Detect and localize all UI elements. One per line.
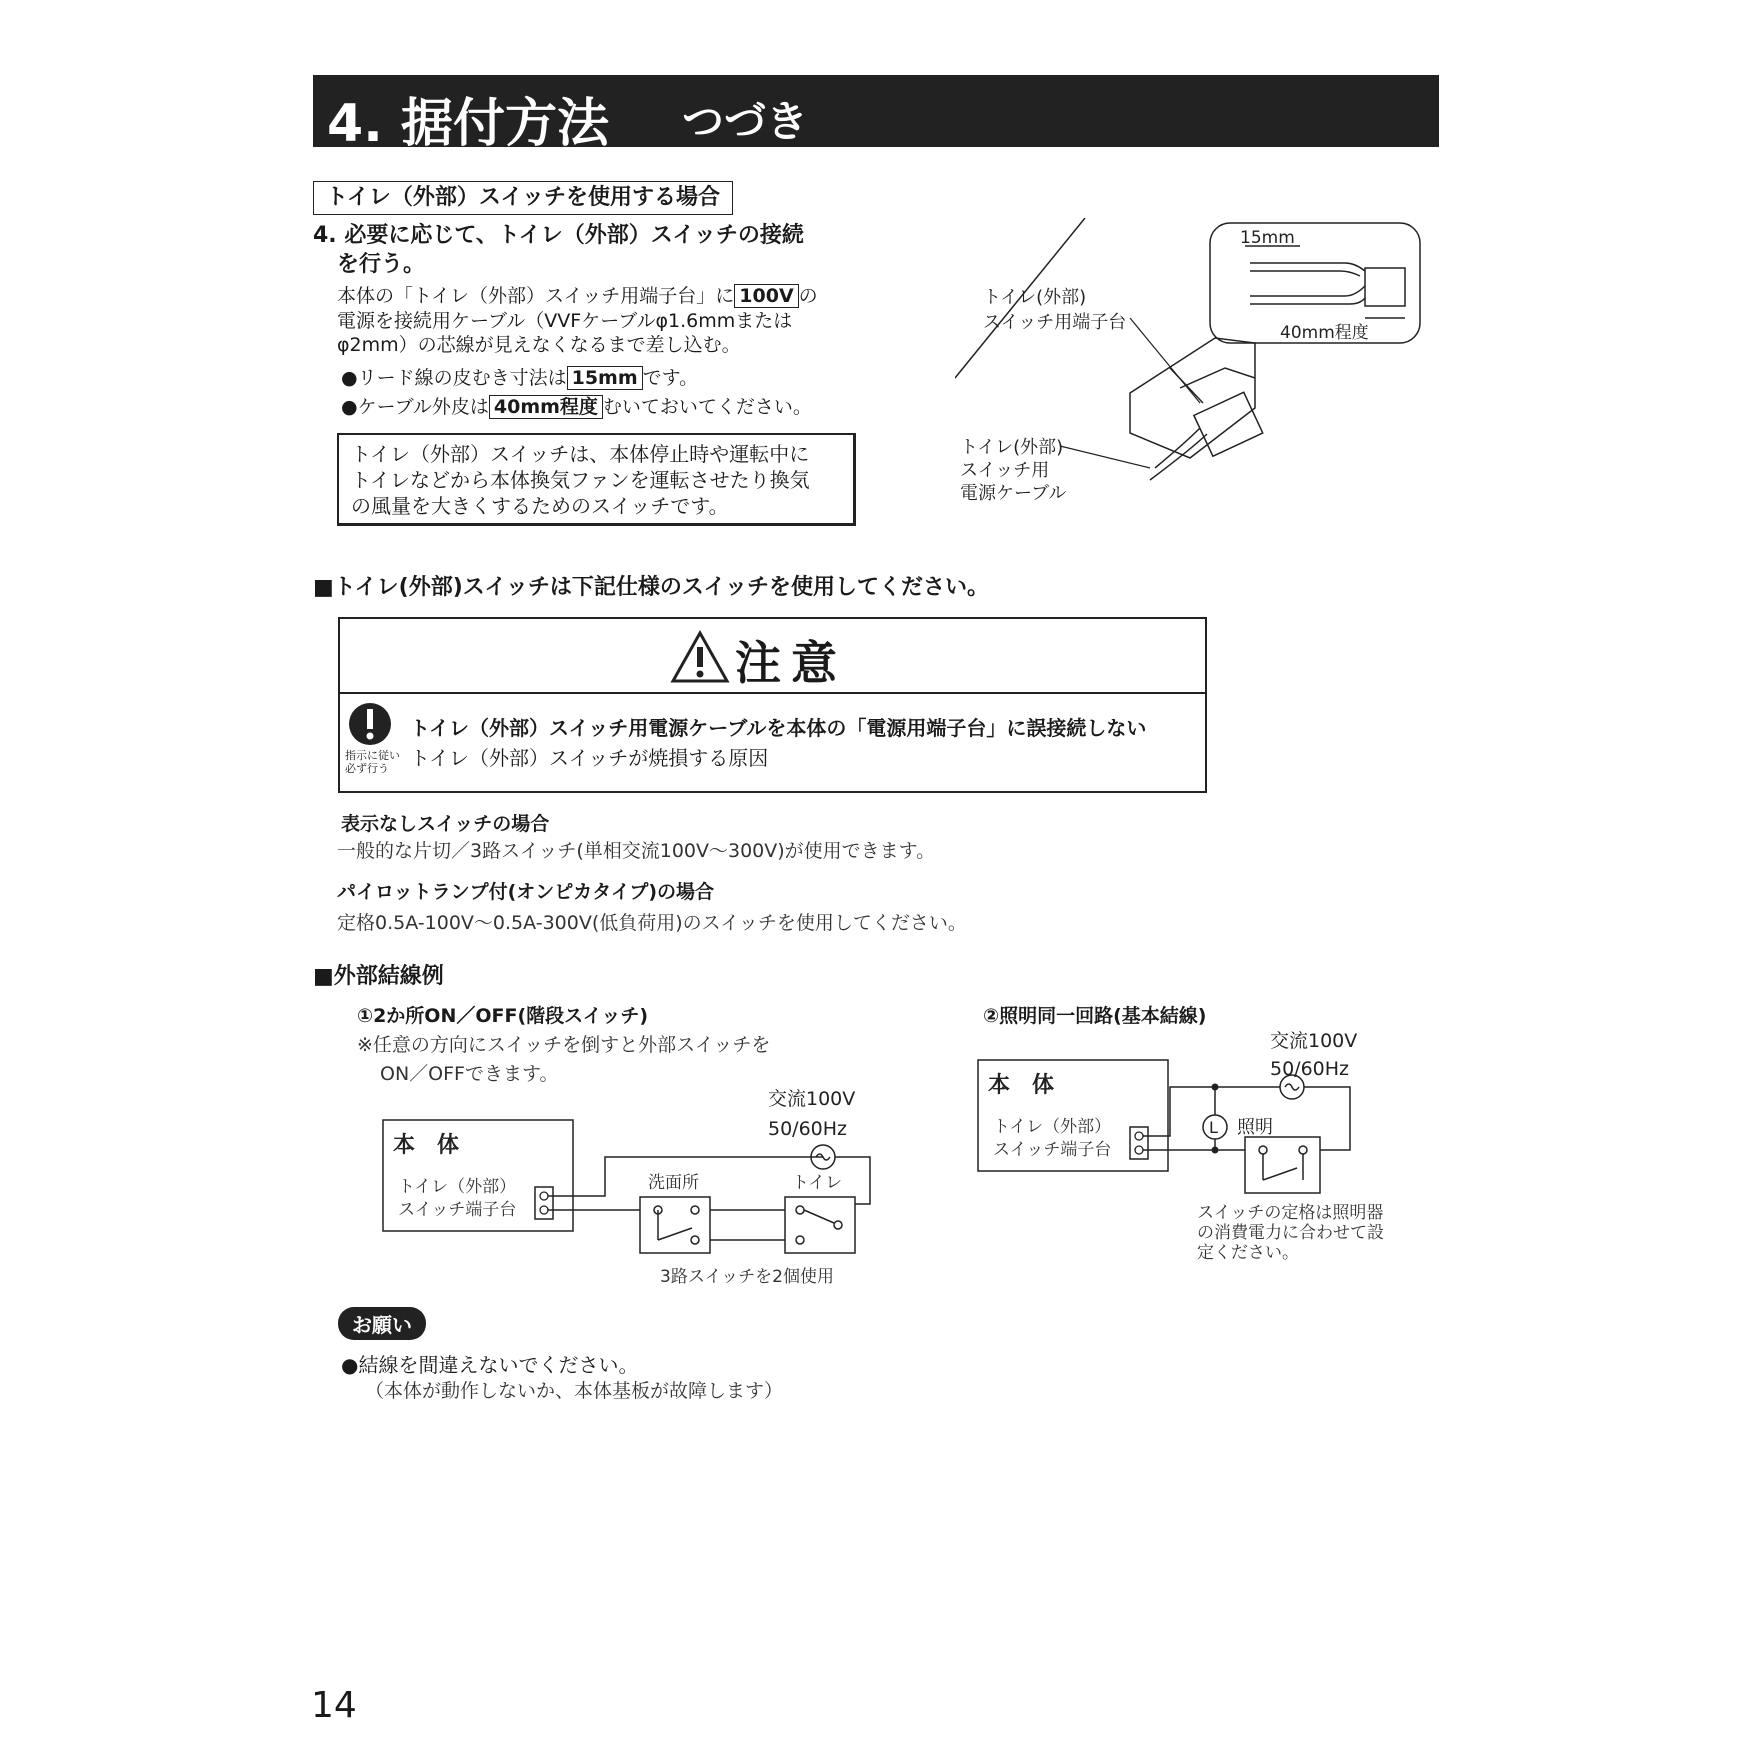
step-desc-3: φ2mm）の芯線が見えなくなるまで差し込む。 [337, 334, 741, 356]
diagram1-terminal-1: トイレ（外部） [398, 1177, 517, 1197]
caution-box [338, 617, 1207, 793]
dim-sheath-label: 40mm程度 [1280, 323, 1369, 343]
install-figure [955, 218, 1430, 518]
request-line-1: ●結線を間違えないでください。 [341, 1353, 639, 1377]
diagram2-lamp-label: 照明 [1237, 1117, 1273, 1138]
bullet-strip-length [341, 366, 698, 390]
diagram2-title: ②照明同一回路(基本結線) [983, 1005, 1207, 1027]
terminal-label-1: トイレ(外部) [983, 287, 1087, 308]
caution-sub: トイレ（外部）スイッチが焼損する原因 [410, 746, 769, 770]
bullet-sheath-length [341, 395, 812, 419]
step-desc-1a: 本体の「トイレ（外部）スイッチ用端子台」に [337, 285, 735, 307]
no-indicator-title: 表示なしスイッチの場合 [341, 813, 550, 835]
diagram1-switch-b-label: トイレ [792, 1173, 843, 1193]
diagram2-note-1: スイッチの定格は照明器 [1197, 1203, 1384, 1223]
bullet1-text-b: です。 [642, 367, 699, 389]
terminal-label-2: スイッチ用端子台 [983, 312, 1127, 333]
info-box [337, 433, 856, 526]
diagram1-switch-a-label: 洗面所 [648, 1173, 699, 1193]
bullet2-text-a: ●ケーブル外皮は [341, 396, 489, 418]
diagram1-note-2: ON／OFFできます。 [380, 1063, 559, 1085]
warning-triangle-icon [670, 629, 730, 684]
caution-main: トイレ（外部）スイッチ用電源ケーブルを本体の「電源用端子台」に誤接続しない [410, 716, 1147, 740]
subsection-title: トイレ（外部）スイッチを使用する場合 [313, 181, 733, 215]
diagram1-switch-b[interactable] [785, 1197, 855, 1253]
section-title: 4. 据付方法 [327, 94, 610, 154]
section-subtitle: つづき [682, 97, 809, 146]
diagram2-terminal-2: スイッチ端子台 [993, 1140, 1112, 1160]
diagram2-terminal-1: トイレ（外部） [993, 1117, 1112, 1137]
caution-title-row [340, 619, 1205, 694]
mandatory-caption-1: 指示に従い [345, 749, 400, 762]
bullet1-text-a: ●リード線の皮むき寸法は [341, 367, 567, 389]
diagram1-wiring [380, 1085, 900, 1290]
diagram1-ac-1: 交流100V [768, 1088, 856, 1110]
step-line-1: 4. 必要に応じて、トイレ（外部）スイッチの接続 [313, 223, 804, 248]
mandatory-icon [345, 701, 395, 751]
diagram1-switch-a[interactable] [640, 1197, 710, 1253]
info-line-3: の風量を大きくするためのスイッチです。 [351, 494, 729, 518]
diagram1-caption: 3路スイッチを2個使用 [660, 1267, 834, 1287]
pilot-text: 定格0.5A-100V～0.5A-300V(低負荷用)のスイッチを使用してください。 [337, 912, 967, 934]
diagram2-wiring [975, 1025, 1395, 1280]
info-line-1: トイレ（外部）スイッチは、本体停止時や運転中に [351, 442, 810, 466]
caution-title: 注意 [735, 636, 847, 690]
diagram2-lamp-symbol: L [1209, 1118, 1218, 1137]
mandatory-caption-2: 必ず行う [345, 762, 389, 775]
no-indicator-text: 一般的な片切／3路スイッチ(単相交流100V～300V)が使用できます。 [337, 840, 936, 862]
step-desc-1 [337, 284, 818, 308]
diagram2-note-3: 定ください。 [1197, 1243, 1299, 1263]
sheath-length-box: 40mm程度 [489, 395, 603, 419]
section-header [313, 75, 1439, 154]
step-line-2: を行う。 [337, 252, 426, 277]
strip-length-box: 15mm [567, 366, 643, 390]
diagram2-ac-1: 交流100V [1270, 1030, 1358, 1052]
diagram1-terminal-2: スイッチ端子台 [398, 1200, 517, 1220]
info-line-2: トイレなどから本体換気ファンを運転させたり換気 [351, 468, 810, 492]
request-line-2: （本体が動作しないか、本体基板が故障します） [365, 1380, 784, 1402]
page-number: 14 [311, 1685, 357, 1726]
cable-label-3: 電源ケーブル [960, 483, 1067, 504]
diagram1-ac-2: 50/60Hz [768, 1118, 848, 1140]
request-badge: お願い [338, 1307, 426, 1340]
wiring-heading: ■外部結線例 [313, 964, 444, 989]
diagram1-unit-label: 本 体 [393, 1133, 460, 1158]
dim-strip-label: 15mm [1240, 228, 1295, 248]
cable-label-2: スイッチ用 [960, 460, 1050, 481]
diagram2-note-2: の消費電力に合わせて設 [1197, 1223, 1384, 1243]
diagram2-ac-2: 50/60Hz [1270, 1058, 1350, 1080]
diagram2-unit-label: 本 体 [988, 1073, 1055, 1098]
cable-label-1: トイレ(外部) [960, 437, 1064, 458]
step-desc-1b: の [798, 285, 818, 307]
spec-heading: ■トイレ(外部)スイッチは下記仕様のスイッチを使用してください。 [313, 575, 990, 600]
step-desc-2: 電源を接続用ケーブル（VVFケーブルφ1.6mmまたは [337, 310, 793, 332]
voltage-box: 100V [734, 284, 798, 308]
mandatory-caption [345, 749, 400, 775]
bullet2-text-b: むいておいてください。 [602, 396, 812, 418]
diagram1-note-1: ※任意の方向にスイッチを倒すと外部スイッチを [357, 1034, 771, 1056]
pilot-title: パイロットランプ付(オンピカタイプ)の場合 [337, 881, 715, 903]
diagram1-title: ①2か所ON／OFF(階段スイッチ) [357, 1005, 649, 1027]
diagram2-switch[interactable] [1245, 1137, 1320, 1193]
